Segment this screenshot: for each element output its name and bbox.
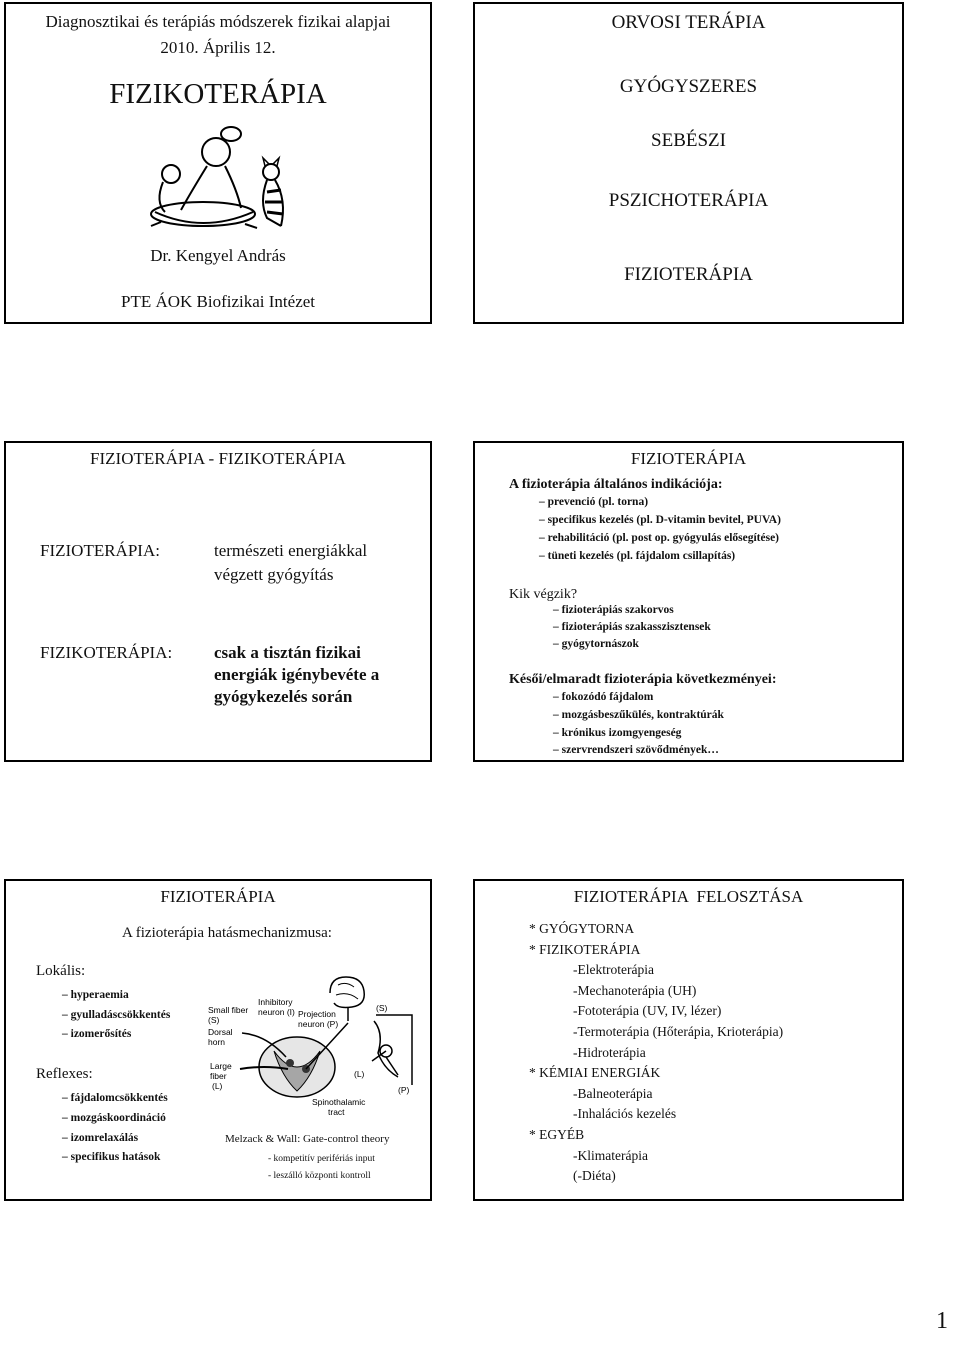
classification-subitem: -Mechanoterápia (UH) xyxy=(573,982,697,998)
definition-physiotherapy-1: természeti energiákkal xyxy=(214,541,368,560)
label-l2: (L) xyxy=(354,1069,365,1079)
late-item: – mozgásbeszűkülés, kontraktúrák xyxy=(553,709,724,721)
classification-subitem: -Balneoterápia xyxy=(573,1085,653,1101)
slide-title-text: FIZIKOTERÁPIA xyxy=(109,78,327,110)
who-item: – fizioterápiás szakasszisztensek xyxy=(553,621,711,633)
slide-therapy-types xyxy=(473,2,904,324)
classification-subitem: -Termoterápia (Hőterápia, Krioterápia) xyxy=(573,1024,784,1039)
classification-subitem: -Klimaterápia xyxy=(573,1147,648,1163)
label-dorsal: Dorsal xyxy=(208,1027,233,1037)
lecture-date: 2010. Április 12. xyxy=(160,38,276,57)
classification-category: * KÉMIAI ENERGIÁK xyxy=(529,1065,661,1081)
label-l: (L) xyxy=(212,1081,223,1091)
who-item: – gyógytornászok xyxy=(553,638,639,650)
indication-heading: A fizioterápia általános indikációja: xyxy=(509,477,723,492)
classification-subitem: -Elektroterápia xyxy=(573,962,654,978)
label-spinothalamic: Spinothalamic xyxy=(312,1097,366,1107)
therapy-item-drug: GYÓGYSZERES xyxy=(619,76,758,97)
course-name: Diagnosztikai és terápiás módszerek fizikai alapjai xyxy=(45,12,391,31)
indication-item: – tüneti kezelés (pl. fájdalom csillapítás) xyxy=(539,550,735,562)
label-horn: horn xyxy=(208,1037,226,1047)
classification-title: FIZIOTERÁPIA FELOSZTÁSA xyxy=(573,887,804,906)
who-heading: Kik végzik? xyxy=(509,587,578,602)
label-fiber: fiber xyxy=(210,1071,227,1081)
mechanism-subtitle: A fizioterápia hatásmechanizmusa: xyxy=(122,925,332,941)
late-item: – szervrendszeri szövődmények… xyxy=(553,744,719,756)
reflex-item: – fájdalomcsökkentés xyxy=(62,1092,168,1104)
classification-subitem: -Hidroterápia xyxy=(573,1044,646,1060)
slide-title xyxy=(4,2,432,324)
label-p2: (P) xyxy=(398,1085,410,1095)
indication-item: – prevenció (pl. torna) xyxy=(539,496,648,508)
classification-category: * EGYÉB xyxy=(529,1127,585,1142)
slide-indications xyxy=(473,441,904,762)
term-physicotherapy: FIZIKOTERÁPIA: xyxy=(40,643,173,662)
definitions-title: FIZIOTERÁPIA - FIZIKOTERÁPIA xyxy=(90,449,346,468)
indication-item: – rehabilitáció (pl. post op. gyógyulás elősegítése) xyxy=(539,532,779,544)
who-item: – fizioterápiás szakorvos xyxy=(553,604,674,616)
classification-category: * FIZIKOTERÁPIA xyxy=(529,941,641,957)
slide-definitions xyxy=(4,441,432,762)
late-item: – krónikus izomgyengeség xyxy=(553,727,681,739)
local-item: – izomerősítés xyxy=(62,1028,131,1040)
therapy-item-physio: FIZIOTERÁPIA xyxy=(624,264,753,285)
reflex-item: – mozgáskoordináció xyxy=(62,1112,166,1124)
cartoon-illustration xyxy=(141,122,301,234)
page-number: 1 xyxy=(936,1308,948,1334)
classification-category: * GYÓGYTORNA xyxy=(529,921,635,936)
label-small-fiber: Small fiber xyxy=(208,1005,249,1015)
diagram-caption: Melzack & Wall: Gate-control theory xyxy=(225,1133,390,1145)
definition-physicotherapy-1: csak a tisztán fizikai xyxy=(214,643,361,662)
slide-mechanism xyxy=(4,879,432,1201)
slide-classification xyxy=(473,879,904,1201)
gate-schematic-icon xyxy=(372,1015,412,1085)
late-heading: Késői/elmaradt fizioterápia következményei: xyxy=(509,672,777,687)
local-heading: Lokális: xyxy=(36,963,86,979)
term-physiotherapy: FIZIOTERÁPIA: xyxy=(40,541,160,560)
gate-control-diagram xyxy=(202,973,424,1123)
local-item: – hyperaemia xyxy=(62,989,129,1001)
label-tract: tract xyxy=(328,1107,345,1117)
classification-subitem: (-Diéta) xyxy=(573,1168,616,1184)
author-name: Dr. Kengyel András xyxy=(150,246,286,265)
late-item: – fokozódó fájdalom xyxy=(553,691,653,703)
gate-bullet: - kompetitív perifériás input xyxy=(268,1154,375,1164)
therapy-item-surgical: SEBÉSZI xyxy=(651,130,726,151)
therapy-item-medical: ORVOSI TERÁPIA xyxy=(611,12,766,33)
label-projection: Projection xyxy=(298,1009,336,1019)
reflex-item: – specifikus hatások xyxy=(62,1151,160,1163)
reflex-heading: Reflexes: xyxy=(36,1066,93,1082)
label-s2: (S) xyxy=(376,1003,388,1013)
label-neuron-p: neuron (P) xyxy=(298,1019,339,1029)
label-large: Large xyxy=(210,1061,232,1071)
institute-name: PTE ÁOK Biofizikai Intézet xyxy=(120,292,316,311)
definition-physicotherapy-2: energiák igénybevéte a xyxy=(214,665,380,684)
label-neuron-i: neuron (I) xyxy=(258,1007,295,1017)
indications-title: FIZIOTERÁPIA xyxy=(630,449,747,468)
definition-physiotherapy-2: végzett gyógyítás xyxy=(214,565,334,584)
gate-bullet: - leszálló központi kontroll xyxy=(268,1171,371,1181)
mechanism-title: FIZIOTERÁPIA xyxy=(160,887,276,906)
therapy-item-psycho: PSZICHOTERÁPIA xyxy=(608,190,769,211)
definition-physicotherapy-3: gyógykezelés során xyxy=(214,687,353,706)
classification-subitem: -Fototerápia (UV, IV, lézer) xyxy=(573,1003,722,1019)
label-inhibitory: Inhibitory xyxy=(258,997,293,1007)
classification-subitem: -Inhalációs kezelés xyxy=(573,1106,677,1122)
reflex-item: – izomrelaxálás xyxy=(62,1132,138,1144)
local-item: – gyulladáscsökkentés xyxy=(62,1009,170,1021)
label-s: (S) xyxy=(208,1015,220,1025)
indication-item: – specifikus kezelés (pl. D-vitamin bevitel, PUVA) xyxy=(539,514,781,526)
